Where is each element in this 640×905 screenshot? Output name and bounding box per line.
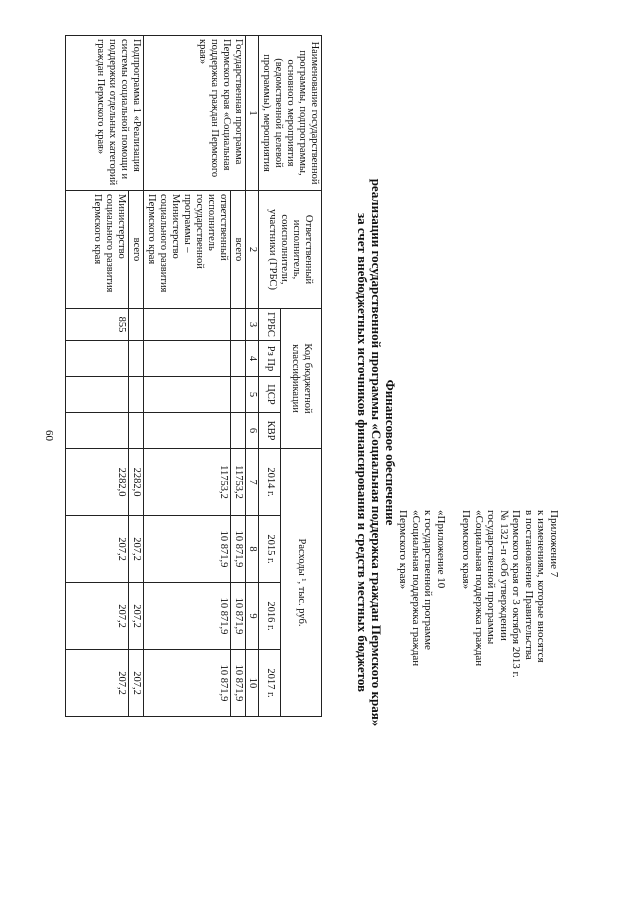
row-code: [144, 377, 231, 413]
header-name: Наименование государственной программы, подпрограммы, основного мероприятия (ведомственной целевой программы), мероприятия: [259, 36, 322, 191]
appendix-line: «Приложение 10: [435, 510, 447, 589]
appendix-note: [397, 510, 560, 840]
row-code: [129, 413, 144, 449]
row-value: 207,2: [129, 583, 144, 650]
appendix-line: Пермского края»: [397, 510, 410, 590]
header-year: 2014 г.: [259, 449, 282, 516]
header-year: 2015 г.: [259, 516, 282, 583]
row-name: Государственная программа Пермского края «Социальная поддержка граждан Пермского края»: [144, 36, 246, 191]
row-value: 10 871,9: [231, 516, 246, 583]
header-year: 2016 г.: [259, 583, 282, 650]
row-responsible: Министерство социального развития Пермского края: [66, 191, 129, 309]
column-index: 4: [246, 341, 259, 377]
row-value: 207,2: [129, 516, 144, 583]
appendix-line: Пермского края»: [460, 510, 473, 590]
row-responsible: всего: [129, 191, 144, 309]
row-code: [129, 377, 144, 413]
appendix-line: Приложение 7: [548, 510, 560, 578]
row-name: Подпрограмма 1 «Реализация системы социальной помощи и поддержки отдельных категорий граждан Пермского края»: [66, 36, 144, 191]
row-grbs: [231, 309, 246, 341]
header-code: ЦСР: [259, 377, 282, 413]
document-heading: [355, 0, 397, 905]
financing-table: [65, 35, 322, 717]
row-value: 11753,2: [231, 449, 246, 516]
row-value: 10 871,9: [144, 516, 231, 583]
appendix-line: № 1321-п «Об утверждении: [498, 510, 510, 641]
heading-line: реализации государственной программы «Социальная поддержка граждан Пермского края»: [369, 178, 384, 727]
column-index: 8: [246, 516, 259, 583]
header-code: ГРБС: [259, 309, 282, 341]
appendix-line: государственной программы: [485, 510, 498, 645]
heading-line: Финансовое обеспечение: [383, 379, 398, 526]
appendix-line: к изменениям, которые вносятся: [535, 510, 548, 663]
row-value: 11753,2: [144, 449, 231, 516]
row-value: 2282,0: [66, 449, 129, 516]
column-index: 3: [246, 309, 259, 341]
heading-line: за счет внебюджетных источников финансирования и средств местных бюджетов: [355, 212, 370, 693]
row-responsible: ответственный исполнитель государственной программы – Министерство социального развития Пермского края: [144, 191, 231, 309]
column-index: 7: [246, 449, 259, 516]
row-value: 10 871,9: [144, 650, 231, 717]
row-grbs: [129, 309, 144, 341]
appendix-line: Пермского края от 3 октября 2013 г.: [510, 510, 523, 678]
row-code: [66, 341, 129, 377]
row-value: 207,2: [66, 650, 129, 717]
row-responsible: всего: [231, 191, 246, 309]
row-value: 10 871,9: [144, 583, 231, 650]
appendix-line: «Социальная поддержка граждан: [473, 510, 485, 667]
column-index: 5: [246, 377, 259, 413]
row-code: [144, 341, 231, 377]
page-number: 60: [43, 430, 55, 441]
row-code: [66, 413, 129, 449]
row-value: 10 871,9: [231, 583, 246, 650]
column-index: 9: [246, 583, 259, 650]
header-code: КВР: [259, 413, 282, 449]
row-code: [231, 341, 246, 377]
column-index: 6: [246, 413, 259, 449]
row-code: [129, 341, 144, 377]
row-value: 207,2: [66, 516, 129, 583]
row-value: 10 871,9: [231, 650, 246, 717]
table-header-row: [281, 36, 322, 717]
table-row: [129, 36, 144, 717]
column-index: 10: [246, 650, 259, 717]
row-code: [231, 377, 246, 413]
header-year: 2017 г.: [259, 650, 282, 717]
column-index-row: [246, 36, 259, 717]
header-responsible: Ответственный исполнитель, соисполнители, участники (ГРБС): [259, 191, 322, 309]
row-value: 207,2: [66, 583, 129, 650]
row-value: 2282,0: [129, 449, 144, 516]
row-value: 207,2: [129, 650, 144, 717]
row-code: [66, 377, 129, 413]
header-code-group: Код бюджетной классификации: [281, 309, 322, 449]
column-index: 1: [246, 36, 259, 191]
appendix-line: к государственной программе: [422, 510, 435, 650]
row-grbs: 855: [66, 309, 129, 341]
header-expenses-group: Расходы ¹, тыс. руб.: [281, 449, 322, 717]
table-row: [231, 36, 246, 717]
header-code: Рз Пр: [259, 341, 282, 377]
column-index: 2: [246, 191, 259, 309]
appendix-line: в постановление Правительства: [523, 510, 535, 660]
row-code: [231, 413, 246, 449]
row-code: [144, 413, 231, 449]
row-grbs: [144, 309, 231, 341]
appendix-line: «Социальная поддержка граждан: [410, 510, 422, 667]
